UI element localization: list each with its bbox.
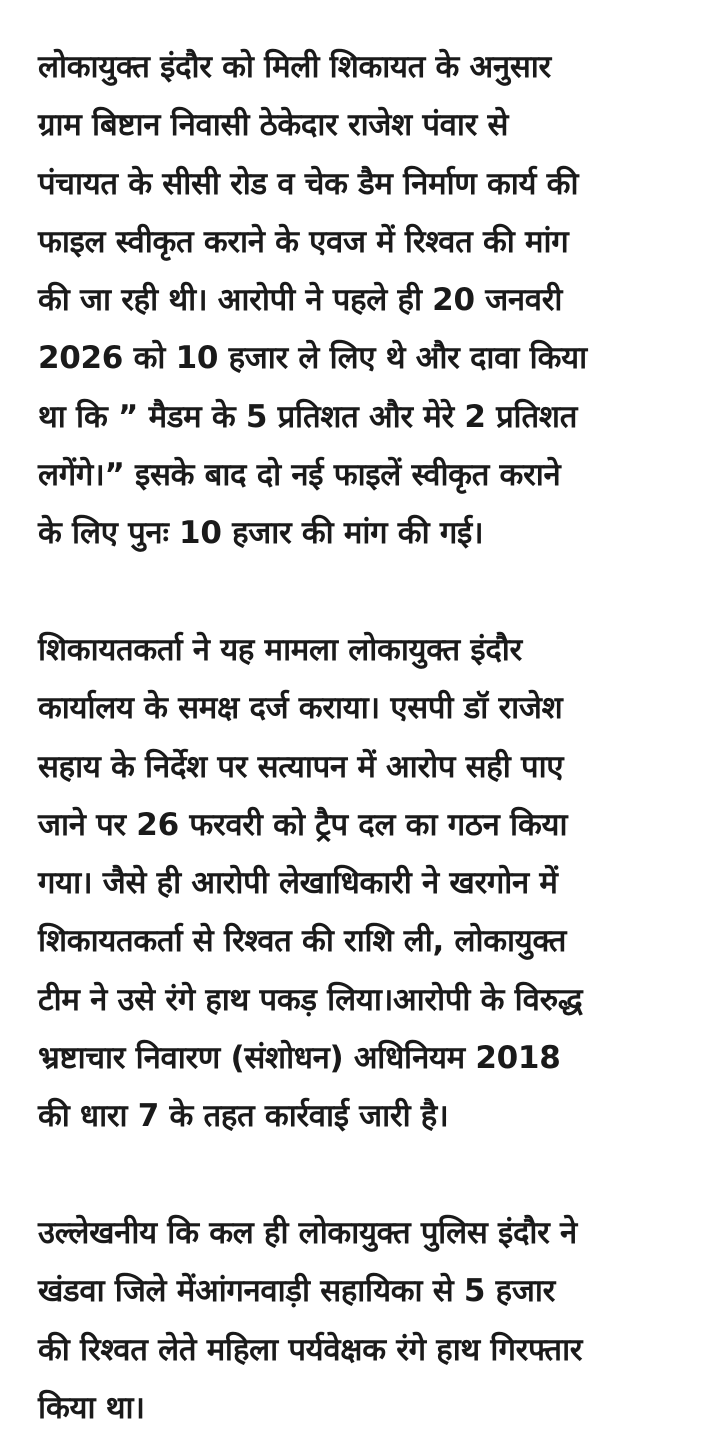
text-line: लगेंगे।” इसके बाद दो नई फाइलें स्वीकृत कराने: [38, 457, 561, 494]
text-line: सहाय के निर्देश पर सत्यापन में आरोप सही पाए: [38, 748, 564, 785]
text-line: शिकायतकर्ता ने यह मामला लोकायुक्त इंदौर: [38, 631, 522, 668]
text-line: फाइल स्वीकृत कराने के एवज में रिश्वत की मांग: [38, 223, 569, 260]
text-line: कार्यालय के समक्ष दर्ज कराया। एसपी डॉ राजेश: [38, 690, 563, 727]
text-line: की जा रही थी। आरोपी ने पहले ही 20 जनवरी: [38, 282, 563, 319]
text-line: जाने पर 26 फरवरी को ट्रैप दल का गठन किया: [38, 806, 568, 843]
text-line: की धारा 7 के तहत कार्रवाई जारी है।: [38, 1098, 449, 1135]
article-paragraph: [38, 621, 688, 1146]
text-line: की रिश्वत लेते महिला पर्यवेक्षक रंगे हाथ गिरफ्तार: [38, 1331, 583, 1368]
text-line: खंडवा जिले मेंआंगनवाड़ी सहायिका से 5 हजार: [38, 1273, 555, 1310]
text-line: गया। जैसे ही आरोपी लेखाधिकारी ने खरगोन में: [38, 865, 558, 902]
text-line: टीम ने उसे रंगे हाथ पकड़ लिया।आरोपी के विरुद्ध: [38, 981, 583, 1018]
article-paragraph: [38, 38, 688, 563]
text-line: पंचायत के सीसी रोड व चेक डैम निर्माण कार्य की: [38, 165, 579, 202]
text-line: किया था।: [38, 1389, 145, 1426]
text-line: था कि ” मैडम के 5 प्रतिशत और मेरे 2 प्रतिशत: [38, 398, 578, 435]
text-line: उल्लेखनीय कि कल ही लोकायुक्त पुलिस इंदौर ने: [38, 1214, 577, 1251]
text-line: 2026 को 10 हजार ले लिए थे और दावा किया: [38, 340, 587, 377]
text-line: ग्राम बिष्टान निवासी ठेकेदार राजेश पंवार से: [38, 107, 509, 144]
text-line: भ्रष्टाचार निवारण (संशोधन) अधिनियम 2018: [38, 1040, 561, 1077]
text-line: के लिए पुनः 10 हजार की मांग की गई।: [38, 515, 484, 552]
article-paragraph: [38, 1204, 688, 1437]
text-line: लोकायुक्त इंदौर को मिली शिकायत के अनुसार: [38, 49, 551, 85]
text-line: शिकायतकर्ता से रिश्वत की राशि ली, लोकायुक्त: [38, 923, 567, 960]
news-article-body: [38, 38, 688, 1437]
